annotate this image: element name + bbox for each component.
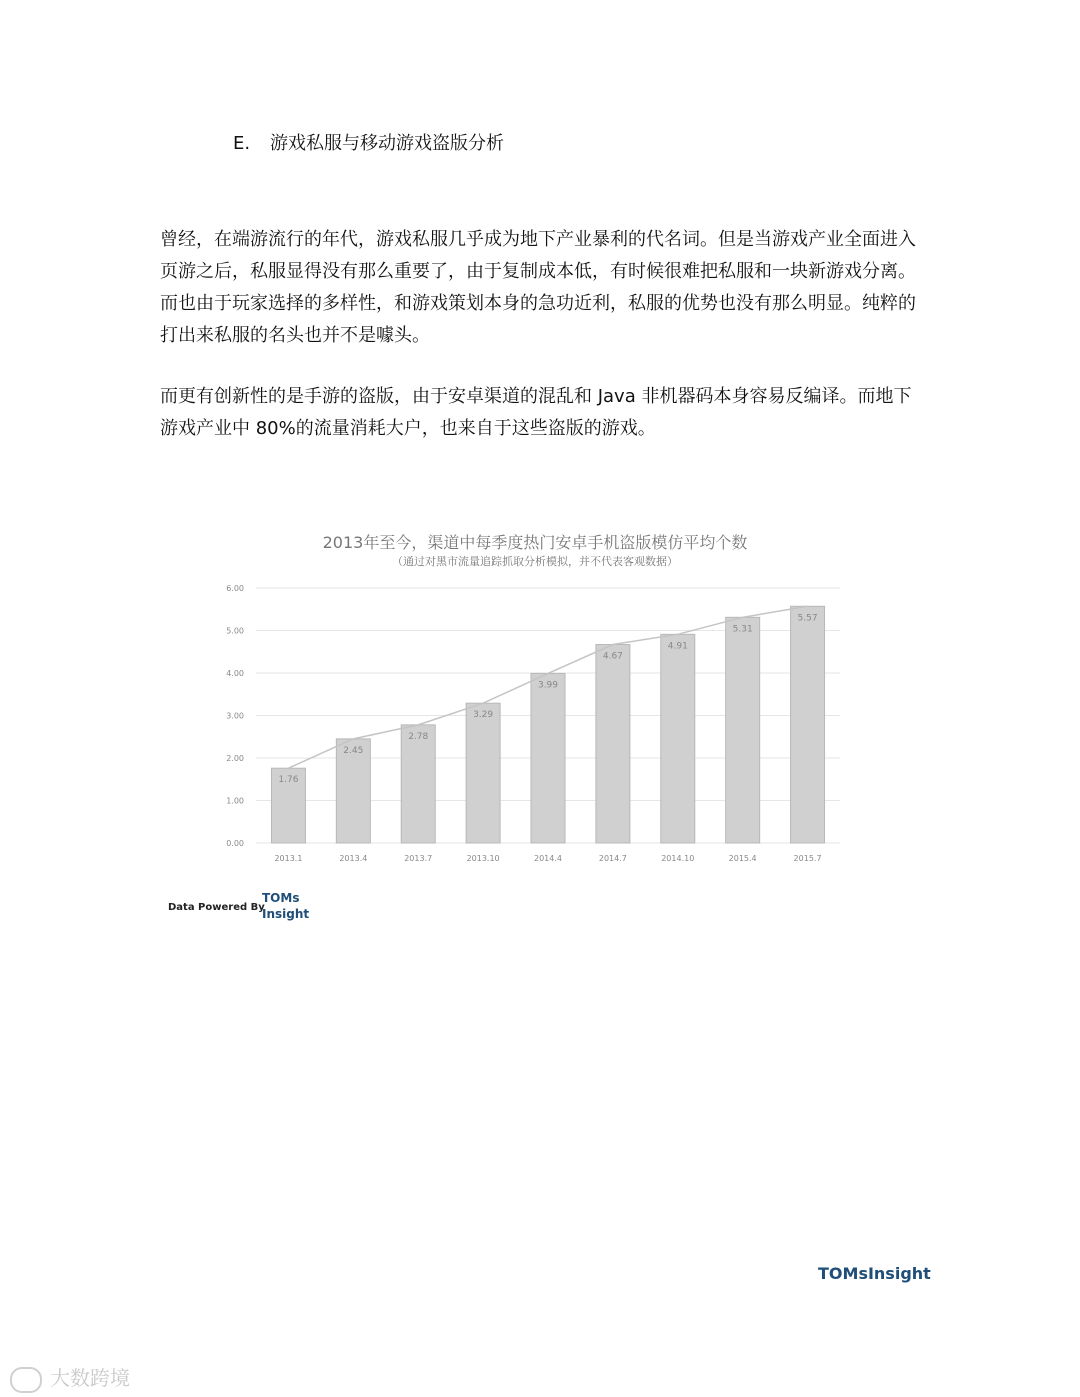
data-label: 2.45: [343, 745, 364, 756]
toms-insight-logo: [262, 890, 322, 922]
bar: [726, 617, 760, 843]
watermark: [10, 1362, 130, 1393]
y-tick-label: 2.00: [226, 754, 244, 763]
x-tick-label: 2013.7: [404, 854, 433, 863]
data-label: 4.91: [667, 641, 688, 652]
section-heading: [233, 128, 504, 160]
data-label: 3.29: [473, 710, 494, 721]
y-tick-label: 4.00: [226, 669, 244, 678]
paragraph-private-servers: 曾经，在端游流行的年代，游戏私服几乎成为地下产业暴利的代名词。但是当游戏产业全面进入页游之后，私服显得没有那么重要了，由于复制成本低，有时候很难把私服和一块新游戏分离。而也由于玩家选择的多样性，和游戏策划本身的急功近利，私服的优势也没有那么明显。纯粹的打出来私服的名头也并不是噱头。: [160, 229, 916, 346]
section-title: 游戏私服与移动游戏盗版分析: [270, 133, 504, 154]
y-tick-label: 0.00: [226, 839, 244, 848]
y-tick-label: 5.00: [226, 626, 244, 636]
x-tick-label: 2014.7: [598, 854, 627, 863]
data-label: 2.78: [408, 731, 429, 742]
data-label: 3.99: [537, 680, 559, 691]
x-tick-label: 2013.10: [466, 854, 500, 863]
y-tick-label: 6.00: [226, 584, 244, 593]
footer-logo: TOMsInsight: [818, 1264, 931, 1283]
data-label: 5.57: [797, 613, 818, 624]
bar: [791, 606, 825, 843]
y-tick-label: 1.00: [226, 796, 244, 806]
data-label: 5.31: [732, 624, 753, 635]
bar: [466, 703, 500, 843]
x-tick-label: 2015.7: [793, 854, 822, 863]
bar: [596, 645, 630, 843]
y-tick-label: 3.00: [226, 711, 244, 721]
data-label: 4.67: [602, 651, 623, 662]
chart-title: 2013年至今，渠道中每季度热门安卓手机盗版模仿平均个数: [322, 533, 748, 552]
x-tick-label: 2014.4: [534, 854, 562, 863]
credit-logo-line2: Insight: [262, 907, 310, 921]
watermark-text: 大数跨境: [50, 1366, 130, 1390]
x-tick-label: 2013.1: [274, 854, 303, 863]
watermark-icon: [10, 1367, 42, 1393]
bar: [661, 634, 695, 843]
piracy-bar-chart: [220, 524, 850, 874]
chart-subtitle: （通过对黑市流量追踪抓取分析模拟，并不代表客观数据）: [392, 555, 678, 568]
data-label: 1.76: [278, 775, 299, 786]
x-tick-label: 2013.4: [339, 854, 368, 863]
credit-logo-line1: TOMs: [262, 891, 300, 905]
chart-canvas: [220, 524, 850, 874]
paragraph-mobile-piracy: 而更有创新性的是手游的盗版，由于安卓渠道的混乱和 Java 非机器码本身容易反编译。而地下游戏产业中 80%的流量消耗大户，也来自于这些盗版的游戏。: [160, 386, 912, 439]
x-tick-label: 2015.4: [728, 854, 757, 863]
bar: [401, 725, 435, 843]
section-number: E.: [233, 133, 251, 154]
credit-label: Data Powered By: [168, 902, 265, 913]
bar: [531, 673, 565, 843]
x-tick-label: 2014.10: [661, 854, 695, 863]
